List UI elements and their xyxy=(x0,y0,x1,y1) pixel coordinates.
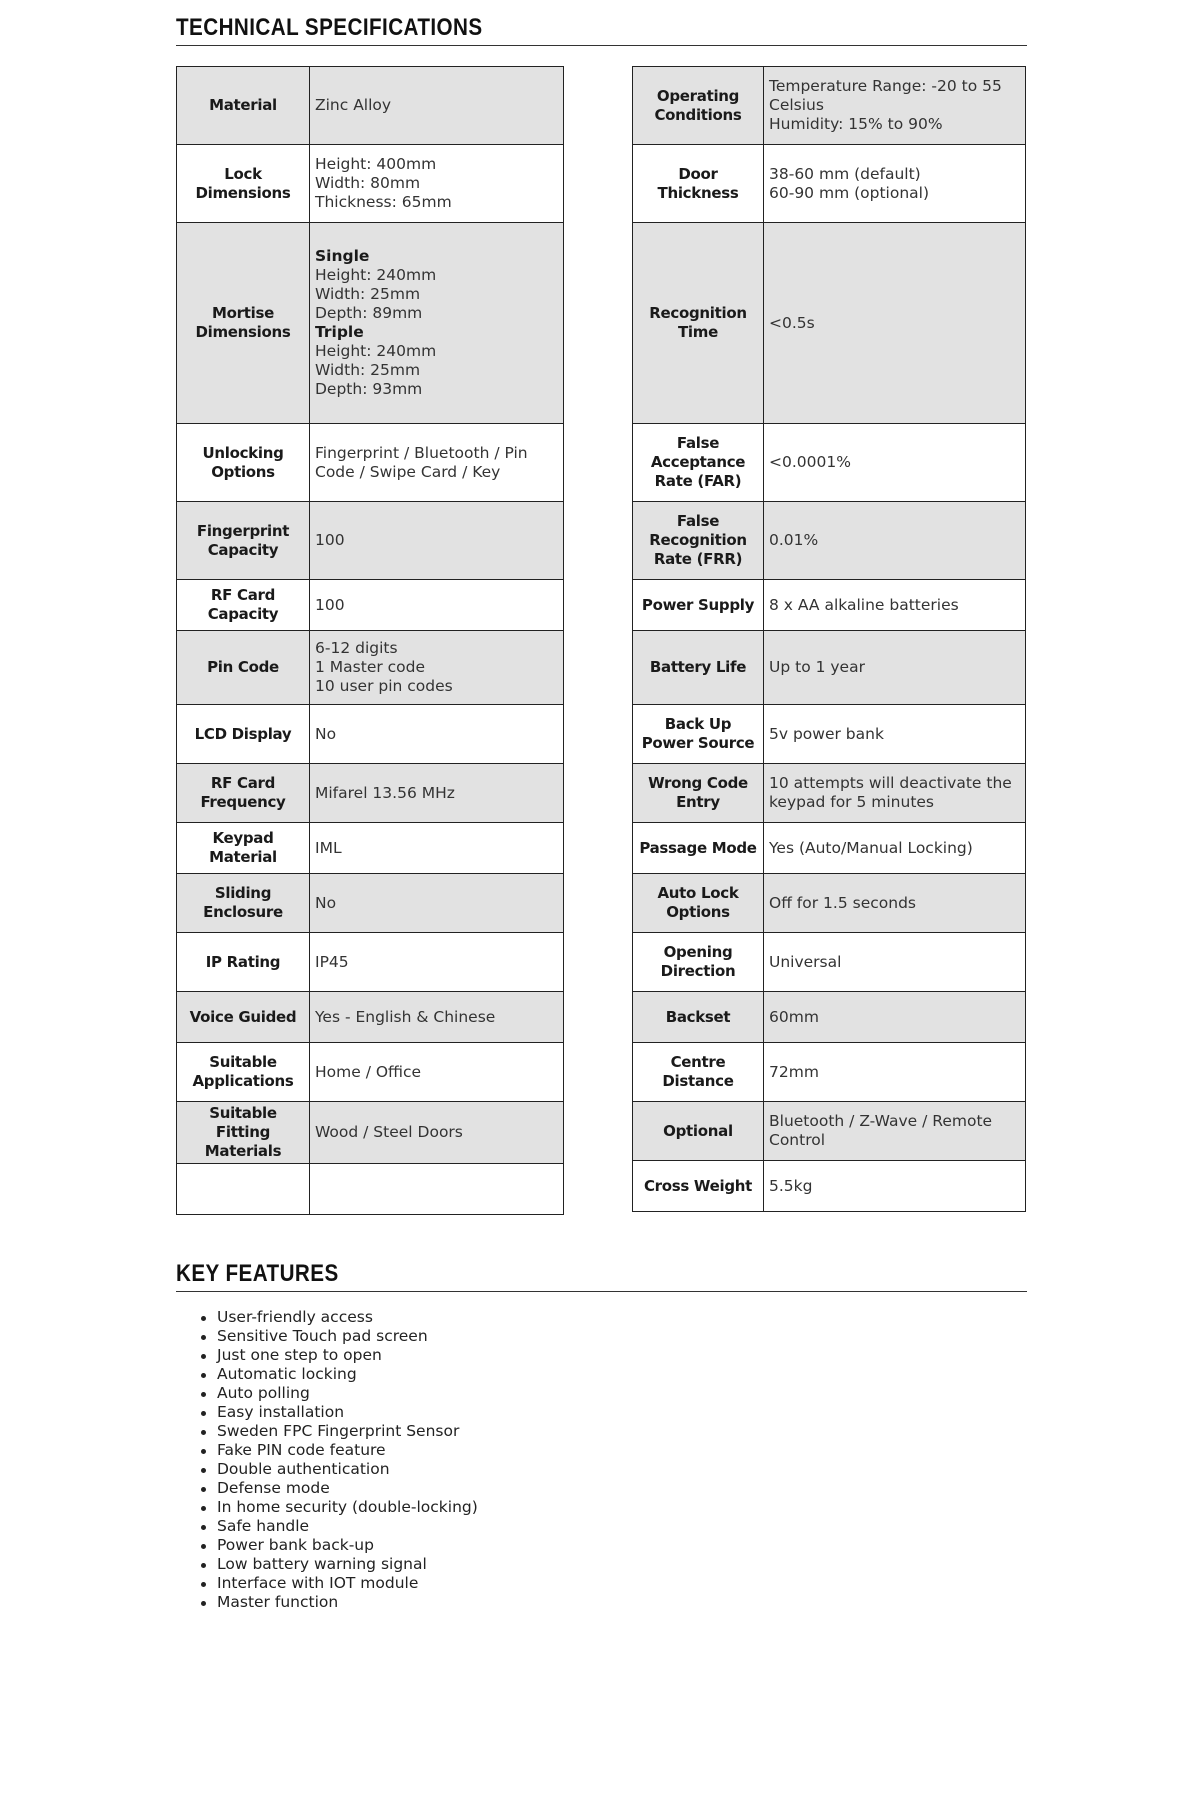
spec-label: Unlocking Options xyxy=(177,424,310,502)
spec-label: RF Card Frequency xyxy=(177,764,310,823)
spec-value-line: Depth: 89mm xyxy=(315,304,423,322)
spec-value-line: Height: 240mm xyxy=(315,342,437,360)
spec-row-power-supply xyxy=(633,580,1026,631)
spec-label: Voice Guided xyxy=(177,992,310,1043)
spec-value xyxy=(764,823,1026,874)
spec-row-rf-card-capacity xyxy=(177,580,564,631)
spec-table-right xyxy=(632,66,1026,1212)
spec-row-wrong-code-entry xyxy=(633,764,1026,823)
spec-row-suitable-fitting-materials xyxy=(177,1102,564,1164)
spec-row-back-up-power-source xyxy=(633,705,1026,764)
spec-row-backset xyxy=(633,992,1026,1043)
spec-row-auto-lock-options xyxy=(633,874,1026,933)
spec-value xyxy=(310,992,564,1043)
spec-row-opening-direction xyxy=(633,933,1026,992)
spec-row-operating-conditions xyxy=(633,67,1026,145)
spec-row-recognition-time xyxy=(633,223,1026,424)
feature-list-item: User-friendly access xyxy=(197,1308,478,1327)
spec-value-line: Zinc Alloy xyxy=(315,96,392,114)
spec-row-material xyxy=(177,67,564,145)
spec-value-line: Width: 80mm xyxy=(315,174,421,192)
spec-row-unlocking-options xyxy=(177,424,564,502)
spec-value-line: 1 Master code xyxy=(315,658,426,676)
spec-label: Battery Life xyxy=(633,631,764,705)
spec-row-cross-weight xyxy=(633,1161,1026,1212)
spec-value xyxy=(764,933,1026,992)
spec-label: Operating Conditions xyxy=(633,67,764,145)
spec-label: Pin Code xyxy=(177,631,310,705)
spec-label: Optional xyxy=(633,1102,764,1161)
spec-value xyxy=(764,1161,1026,1212)
spec-value xyxy=(764,502,1026,580)
spec-value-line: 72mm xyxy=(769,1062,819,1081)
feature-list-item: Double authentication xyxy=(197,1460,478,1479)
spec-value xyxy=(310,1164,564,1215)
spec-value-line: Mifarel 13.56 MHz xyxy=(315,783,455,802)
spec-value xyxy=(764,764,1026,823)
spec-label: Lock Dimensions xyxy=(177,145,310,223)
spec-value xyxy=(310,764,564,823)
spec-row-fingerprint-capacity xyxy=(177,502,564,580)
feature-list-item: Interface with IOT module xyxy=(197,1574,478,1593)
spec-row-centre-distance xyxy=(633,1043,1026,1102)
spec-value xyxy=(310,631,564,705)
spec-label: Passage Mode xyxy=(633,823,764,874)
spec-value-line: Fingerprint / Bluetooth / Pin Code / Swipe Card / Key xyxy=(315,443,528,481)
spec-row-ip-rating xyxy=(177,933,564,992)
spec-row-door-thickness xyxy=(633,145,1026,223)
spec-value-line: 100 xyxy=(315,531,345,549)
spec-value xyxy=(310,145,564,223)
spec-value xyxy=(764,424,1026,502)
spec-row-rf-card-frequency xyxy=(177,764,564,823)
spec-value xyxy=(764,67,1026,145)
spec-value xyxy=(764,580,1026,631)
spec-value-line: 10 user pin codes xyxy=(315,677,453,695)
spec-label: Backset xyxy=(633,992,764,1043)
spec-table-left xyxy=(176,66,564,1215)
spec-value xyxy=(310,1102,564,1164)
spec-value xyxy=(764,1102,1026,1161)
spec-value-subheading: Single xyxy=(315,247,370,265)
spec-value-line: Temperature Range: -20 to 55 Celsius xyxy=(769,77,1002,114)
spec-value-subheading: Triple xyxy=(315,323,364,341)
spec-value-line: Width: 25mm xyxy=(315,361,421,379)
spec-row-voice-guided xyxy=(177,992,564,1043)
spec-label: Opening Direction xyxy=(633,933,764,992)
feature-list-item: In home security (double-locking) xyxy=(197,1498,478,1517)
key-features-heading: KEY FEATURES xyxy=(176,1260,339,1287)
spec-label: Suitable Fitting Materials xyxy=(177,1102,310,1164)
spec-value-line: Universal xyxy=(769,952,842,971)
spec-value-line: 8 x AA alkaline batteries xyxy=(769,595,959,614)
spec-value-line: <0.5s xyxy=(769,313,815,332)
spec-label: Power Supply xyxy=(633,580,764,631)
spec-value-line: 60-90 mm (optional) xyxy=(769,183,930,202)
spec-value xyxy=(310,502,564,580)
spec-label: Suitable Applications xyxy=(177,1043,310,1102)
spec-value-line: IP45 xyxy=(315,952,349,971)
section-divider xyxy=(176,1291,1027,1292)
spec-label: Centre Distance xyxy=(633,1043,764,1102)
spec-row-optional xyxy=(633,1102,1026,1161)
spec-value-line: Height: 400mm xyxy=(315,155,437,173)
feature-list-item: Defense mode xyxy=(197,1479,478,1498)
spec-row-mortise-dimensions xyxy=(177,223,564,424)
spec-row-pin-code xyxy=(177,631,564,705)
spec-value-line: Depth: 93mm xyxy=(315,380,423,398)
feature-list-item: Easy installation xyxy=(197,1403,478,1422)
spec-value-line: Wood / Steel Doors xyxy=(315,1123,463,1141)
spec-value xyxy=(310,580,564,631)
feature-list-item: Just one step to open xyxy=(197,1346,478,1365)
spec-value xyxy=(764,992,1026,1043)
spec-value-line: <0.0001% xyxy=(769,453,851,471)
spec-value xyxy=(764,874,1026,933)
spec-label: Wrong Code Entry xyxy=(633,764,764,823)
spec-row-passage-mode xyxy=(633,823,1026,874)
spec-row-empty xyxy=(177,1164,564,1215)
feature-list-item: Automatic locking xyxy=(197,1365,478,1384)
feature-list-item: Sweden FPC Fingerprint Sensor xyxy=(197,1422,478,1441)
spec-row-battery-life xyxy=(633,631,1026,705)
spec-value-line: Height: 240mm xyxy=(315,266,437,284)
spec-value-line: Up to 1 year xyxy=(769,658,865,676)
spec-row-false-recognition-rate-frr xyxy=(633,502,1026,580)
technical-specifications-heading: TECHNICAL SPECIFICATIONS xyxy=(176,14,483,41)
spec-value xyxy=(764,223,1026,424)
spec-value-line: Yes (Auto/Manual Locking) xyxy=(769,838,973,857)
spec-label: Material xyxy=(177,67,310,145)
spec-value xyxy=(764,705,1026,764)
spec-value-line: 10 attempts will deactivate the keypad for 5 minutes xyxy=(769,774,1012,811)
spec-value-line: Off for 1.5 seconds xyxy=(769,893,916,912)
spec-value-line: Home / Office xyxy=(315,1062,422,1081)
feature-list-item: Fake PIN code feature xyxy=(197,1441,478,1460)
spec-value-line: 5v power bank xyxy=(769,724,884,743)
spec-label: Fingerprint Capacity xyxy=(177,502,310,580)
spec-label: Recognition Time xyxy=(633,223,764,424)
spec-row-sliding-enclosure xyxy=(177,874,564,933)
feature-list-item: Low battery warning signal xyxy=(197,1555,478,1574)
feature-list-item: Master function xyxy=(197,1593,478,1612)
spec-value-line: 0.01% xyxy=(769,531,819,549)
spec-row-lock-dimensions xyxy=(177,145,564,223)
spec-value xyxy=(310,823,564,874)
spec-label: IP Rating xyxy=(177,933,310,992)
spec-label: False Acceptance Rate (FAR) xyxy=(633,424,764,502)
spec-label: Cross Weight xyxy=(633,1161,764,1212)
spec-value xyxy=(764,631,1026,705)
spec-value-line: No xyxy=(315,893,337,912)
section-divider xyxy=(176,45,1027,46)
spec-value-line: Width: 25mm xyxy=(315,285,421,303)
spec-label: Mortise Dimensions xyxy=(177,223,310,424)
spec-row-suitable-applications xyxy=(177,1043,564,1102)
spec-value-line: 60mm xyxy=(769,1007,819,1026)
spec-value xyxy=(310,1043,564,1102)
spec-value-line: Thickness: 65mm xyxy=(315,193,452,211)
spec-row-keypad-material xyxy=(177,823,564,874)
spec-label: RF Card Capacity xyxy=(177,580,310,631)
spec-label: Keypad Material xyxy=(177,823,310,874)
spec-row-lcd-display xyxy=(177,705,564,764)
feature-list-item: Safe handle xyxy=(197,1517,478,1536)
spec-value-line: IML xyxy=(315,838,342,857)
feature-list-item: Auto polling xyxy=(197,1384,478,1403)
spec-value-line: 38-60 mm (default) xyxy=(769,164,921,183)
spec-label: Sliding Enclosure xyxy=(177,874,310,933)
spec-label: Auto Lock Options xyxy=(633,874,764,933)
spec-value-line: Yes - English & Chinese xyxy=(315,1007,496,1026)
spec-row-false-acceptance-rate-far xyxy=(633,424,1026,502)
spec-value xyxy=(764,1043,1026,1102)
spec-value-line: 5.5kg xyxy=(769,1176,813,1195)
spec-label: Back Up Power Source xyxy=(633,705,764,764)
spec-value-line: 6-12 digits xyxy=(315,639,398,657)
feature-list-item: Sensitive Touch pad screen xyxy=(197,1327,478,1346)
spec-value-line: Bluetooth / Z-Wave / Remote Control xyxy=(769,1112,993,1149)
spec-value-line: Humidity: 15% to 90% xyxy=(769,115,943,133)
spec-label xyxy=(177,1164,310,1215)
spec-label: Door Thickness xyxy=(633,145,764,223)
spec-value xyxy=(764,145,1026,223)
spec-value-line: 100 xyxy=(315,595,345,614)
key-features-list xyxy=(197,1308,478,1612)
spec-label: LCD Display xyxy=(177,705,310,764)
spec-value xyxy=(310,874,564,933)
spec-value xyxy=(310,424,564,502)
spec-value-line: No xyxy=(315,724,337,743)
spec-value xyxy=(310,705,564,764)
spec-label: False Recognition Rate (FRR) xyxy=(633,502,764,580)
spec-value xyxy=(310,933,564,992)
spec-value xyxy=(310,67,564,145)
feature-list-item: Power bank back-up xyxy=(197,1536,478,1555)
spec-value xyxy=(310,223,564,424)
